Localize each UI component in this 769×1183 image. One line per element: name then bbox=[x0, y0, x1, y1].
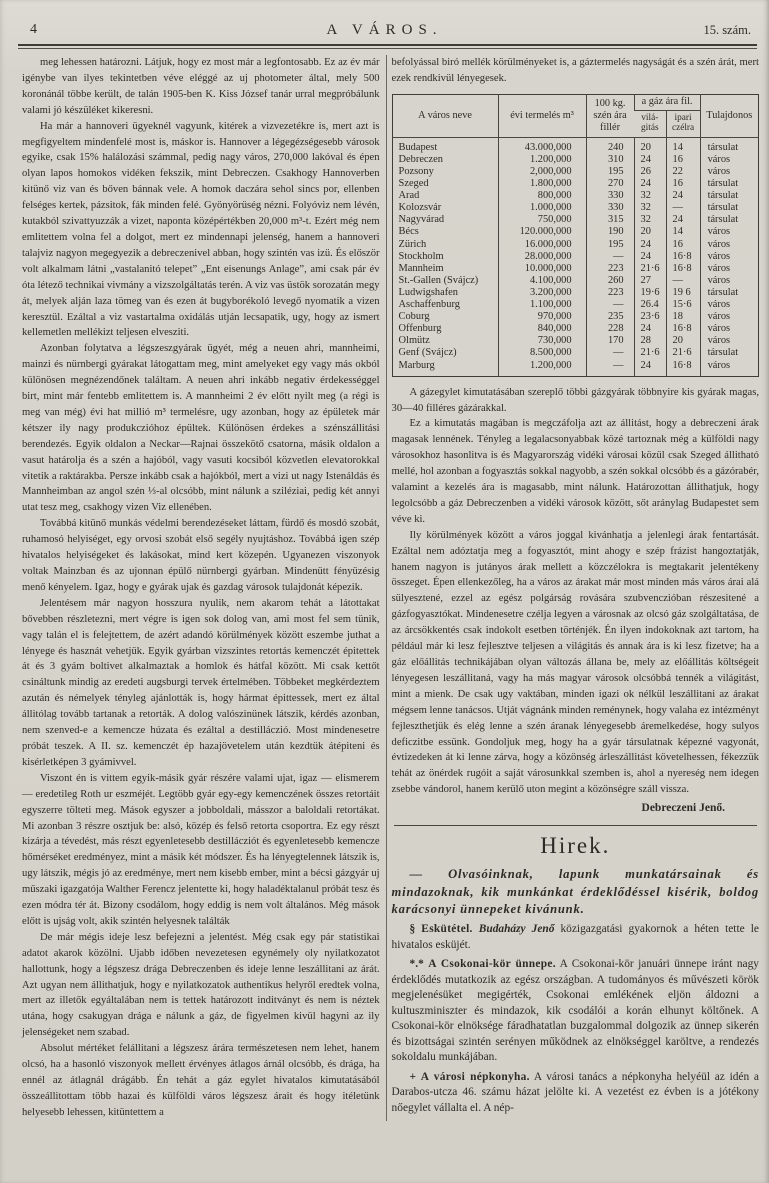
cell-owner: város bbox=[700, 251, 758, 263]
cell-annual-production: 120.000,000 bbox=[498, 226, 586, 238]
cell-coal-price: 315 bbox=[586, 214, 634, 226]
cell-owner: társulat bbox=[700, 214, 758, 226]
cell-gas-price-industrial: 16 bbox=[666, 239, 700, 251]
gas-price-table-row bbox=[392, 226, 758, 238]
news-item-title: Eskütétel. bbox=[421, 923, 473, 936]
cell-coal-price: 223 bbox=[586, 263, 634, 275]
column-header-city: A város neve bbox=[392, 94, 498, 137]
cell-gas-price-industrial: 20 bbox=[666, 335, 700, 347]
cell-owner: város bbox=[700, 226, 758, 238]
cell-annual-production: 2,000,000 bbox=[498, 166, 586, 178]
cell-annual-production: 840,000 bbox=[498, 323, 586, 335]
gas-price-table-row bbox=[392, 251, 758, 263]
gas-price-table-row bbox=[392, 323, 758, 335]
news-item-title: A Csokonai-kör ünnepe. bbox=[428, 958, 556, 971]
news-item-text: közigazgatási gyakornok a héten tette le hivatalos esküjét. bbox=[391, 923, 759, 951]
column-header-owner: Tulajdonos bbox=[700, 94, 758, 137]
gas-price-table-row bbox=[392, 360, 758, 377]
article-paragraph: befolyással biró mellék körülményeket is, a gáztermelés nagyságát és a szén árát, mert ezek rendkivül lényegesek. bbox=[391, 57, 759, 84]
cell-gas-price-lighting: 20 bbox=[634, 226, 666, 238]
cell-gas-price-lighting: 24 bbox=[634, 154, 666, 166]
column-divider bbox=[386, 55, 387, 1121]
cell-coal-price: 330 bbox=[586, 190, 634, 202]
author-signature: Debreczeni Jenő. bbox=[641, 802, 725, 815]
cell-coal-price: — bbox=[586, 299, 634, 311]
cell-gas-price-industrial: 16·8 bbox=[666, 323, 700, 335]
cell-city-name: Nagyvárad bbox=[398, 214, 445, 226]
cell-gas-price-lighting: 28 bbox=[634, 335, 666, 347]
news-item-marker: + bbox=[409, 1070, 417, 1083]
column-header-coal-price: 100 kg. szén ára fillér bbox=[586, 94, 634, 137]
column-header-gas-price-group: a gáz ára fil. bbox=[634, 94, 700, 110]
cell-city-name: Budapest bbox=[398, 141, 438, 153]
cell-gas-price-industrial: 22 bbox=[666, 166, 700, 178]
cell-gas-price-industrial: 16·8 bbox=[666, 251, 700, 263]
cell-coal-price: — bbox=[586, 347, 634, 359]
cell-gas-price-lighting: 21·6 bbox=[634, 263, 666, 275]
cell-city-name: Olmütz bbox=[398, 335, 430, 347]
issue-number: 15. szám. bbox=[703, 23, 751, 37]
cell-city-name: Genf (Svájcz) bbox=[398, 347, 457, 359]
cell-annual-production: 10.000,000 bbox=[498, 263, 586, 275]
cell-gas-price-lighting: 26.4 bbox=[634, 299, 666, 311]
cell-coal-price: 195 bbox=[586, 239, 634, 251]
cell-city-name: Offenburg bbox=[398, 323, 442, 335]
column-header-gas-lighting: vilá- gitás bbox=[634, 110, 666, 137]
news-item-marker: § bbox=[409, 923, 416, 936]
section-divider-rule bbox=[394, 825, 757, 826]
holiday-announcement: — Olvasóinknak, lapunk munkatársainak és mindazoknak, kik munkánkat érdeklődéssel kisérik, boldog karácsonyi ünnepeket kivánunk. bbox=[391, 867, 759, 916]
cell-gas-price-industrial: 16·8 bbox=[666, 360, 700, 377]
left-column bbox=[22, 55, 380, 1121]
cell-owner: város bbox=[700, 335, 758, 347]
cell-gas-price-industrial: 16 bbox=[666, 178, 700, 190]
cell-gas-price-industrial: 21·6 bbox=[666, 347, 700, 359]
cell-city-name: Marburg bbox=[398, 359, 435, 371]
cell-annual-production: 28.000,000 bbox=[498, 251, 586, 263]
cell-gas-price-lighting: 20 bbox=[634, 137, 666, 154]
cell-gas-price-lighting: 23·6 bbox=[634, 311, 666, 323]
masthead bbox=[0, 0, 769, 44]
cell-gas-price-industrial: — bbox=[666, 202, 700, 214]
cell-owner: város bbox=[700, 239, 758, 251]
cell-coal-price: 330 bbox=[586, 202, 634, 214]
gas-price-table-row bbox=[392, 275, 758, 287]
cell-coal-price: 228 bbox=[586, 323, 634, 335]
gas-price-table-row bbox=[392, 214, 758, 226]
cell-gas-price-lighting: 24 bbox=[634, 239, 666, 251]
cell-gas-price-lighting: 24 bbox=[634, 251, 666, 263]
cell-coal-price: 190 bbox=[586, 226, 634, 238]
newspaper-title: A VÁROS. bbox=[326, 22, 443, 38]
gas-price-table-row bbox=[392, 154, 758, 166]
cell-gas-price-lighting: 32 bbox=[634, 214, 666, 226]
cell-coal-price: 195 bbox=[586, 166, 634, 178]
cell-owner: társulat bbox=[700, 347, 758, 359]
gas-price-table-row bbox=[392, 239, 758, 251]
cell-owner: város bbox=[700, 299, 758, 311]
cell-annual-production: 1.200,000 bbox=[498, 360, 586, 377]
gas-price-table-row bbox=[392, 347, 758, 359]
gas-price-table-row bbox=[392, 287, 758, 299]
article-paragraph: Viszont én is vittem egyik-másik gyár részére valami ujat, igaz — elismerem — eredetileg Roth ur eszméjét. Legtöbb gyár egy-egy kemenczének összes retortáit egyszerre tölteti meg. Mások egyszer a jobboldali, másszor a baloldali retortákat. Mi azonban 3 részre osztjuk be: alsó, közép és felső retorta csoportra. Ez egy részt kizárja a tévedést, más részt egyenletesebb destillácziót és egyenletesebb kemencze hőmérséket eredményez, mint a másik két módszer. És ha lényegtelennek látszik is, ugy látszik, mégis jó az eredménye, mert nem kisebb ember, mint a bécsi gázgyár uj műszaki igazgatója Walther Ferencz jelentette ki, hogy haladéktalanul próbát tesz és ezen módra tér át. Bizony csodálom, hogy eddig is nem volt általános. Még mások előtt is ujság volt, akik szintén helyesnek találták bbox=[22, 772, 380, 927]
gas-price-table-row bbox=[392, 178, 758, 190]
cell-annual-production: 1.200,000 bbox=[498, 154, 586, 166]
cell-annual-production: 3.200,000 bbox=[498, 287, 586, 299]
cell-gas-price-industrial: 16·8 bbox=[666, 263, 700, 275]
cell-owner: város bbox=[700, 154, 758, 166]
cell-gas-price-industrial: 15·6 bbox=[666, 299, 700, 311]
cell-annual-production: 970,000 bbox=[498, 311, 586, 323]
cell-gas-price-lighting: 27 bbox=[634, 275, 666, 287]
news-item bbox=[392, 957, 759, 1066]
cell-coal-price: 260 bbox=[586, 275, 634, 287]
cell-owner: város bbox=[700, 360, 758, 377]
column-header-gas-industrial: ipari czélra bbox=[666, 110, 700, 137]
cell-gas-price-industrial: 14 bbox=[666, 137, 700, 154]
gas-price-table-row bbox=[392, 190, 758, 202]
cell-city-name: Debreczen bbox=[398, 153, 443, 165]
news-section-heading: Hirek. bbox=[540, 833, 611, 859]
cell-city-name: Stockholm bbox=[398, 250, 444, 262]
article-paragraph: De már mégis ideje lesz befejezni a jelentést. Még csak egy pár statistikai adatot akarok közölni. Ujabb időben nevezetesen egynémely oly nyilatkozatot hallottunk, hogy a légszesz drága Debreczenben és ideje lenne leszállitani az árát. Azt ugyan nem állithatjuk, hogy e nyilatkozatok authentikus helyről eredtek volna, mert az illetők egyáltalában nem is tettek határozott inditványt és nem is néztek utána, hogy csakugyan drága e nálunk a gáz, de figyelmen kivül hagyni az ily jelenségeket nem szabad. bbox=[22, 931, 380, 1039]
cell-annual-production: 750,000 bbox=[498, 214, 586, 226]
cell-owner: társulat bbox=[700, 202, 758, 214]
article-paragraph: Jelentésem már nagyon hosszura nyulik, nem akarom tehát a látottakat bővebben részletezni, mert végre is igen sok dolog van, ami most fel sem tünik, vagy talán el is felejtettem, de azért adandó körülmények között eszembe juthat a lényege és hasznát vehetjük. Egyik gyárban vizszintes retortás kemenczét épitettek át és 3 gyám boltivet alkalmaztak a homlok és hátfal között. Mi csak kettőt csináltunk mindig az eredeti augsburgi tervek értelmében. Többeket megkérdeztem azután és némelyek tényleg ajánlották is, hogy hármat épittessek, mert ez által állitólag tovább tartanak a retorták. A dolog valószinünek látszik, kérdés azonban, nem szenved-e a kemencze húzata és ezáltal a destilláczió. Most mindenesetre próbát teszek. A II. sz. kemenczét ép hazajövetelem után kezdtük átépiteni és kisérletképen 3 gyámivvel. bbox=[22, 597, 380, 768]
cell-owner: város bbox=[700, 275, 758, 287]
cell-gas-price-industrial: — bbox=[666, 275, 700, 287]
gas-price-table bbox=[392, 94, 759, 377]
page-number: 4 bbox=[30, 22, 37, 37]
cell-gas-price-industrial: 18 bbox=[666, 311, 700, 323]
article-paragraph: A gázegylet kimutatásában szereplő többi gázgyárak többnyire kis gyárak magas, 30—40 filléres gázárakkal. bbox=[391, 386, 759, 414]
cell-owner: város bbox=[700, 323, 758, 335]
cell-city-name: Arad bbox=[398, 190, 420, 202]
cell-city-name: St.-Gallen (Svájcz) bbox=[398, 274, 479, 286]
gas-price-table-row bbox=[392, 166, 758, 178]
gas-price-table-row bbox=[392, 202, 758, 214]
cell-annual-production: 1.800,000 bbox=[498, 178, 586, 190]
article-paragraph: Továbbá kitünő munkás védelmi berendezéseket láttam, fürdő és mosdó szobát, ruhamosó helyiséget, egy orvosi szobát első segély nyujtáshoz. Továbbá igen szép hivatalos helyiségeket és lakásokat, mind kert közepén. Ugyanezen viszonyok voltak Mainzban és az ujonnan épülő nürnbergi gyárban. Mindenütt fényüzésig menő kényelem. Igaz, hogy e gyárak ujak és gazdag városok tulajdonát képezik. bbox=[22, 518, 380, 593]
news-item bbox=[392, 1070, 759, 1117]
article-paragraph: Ily körülmények között a város joggal kivánhatja a jelenlegi árak fentartását. Ezáltal nem adóztatja meg a fogyasztót, mint ahogy e szép frázist hangoztatják, hanem nagyon is jutányos árak mellett a közczélokra is megtakarit jelentékeny összeget. Épen ellenkezőleg, ha a város az árakat már most minden más város árai alá sülyesztené, ezzel az egész polgárság rovására szubvenczióban részesitené a gázfogyasztókat. Mindenesetre czélja legyen a városnak az olcsó gáz szolgáltatása, de az árcsökkentés csak indokolt esetben történjék. Én ilyen indokoknak azt tartom, ha például már ki lesz fejlesztve teljesen a világitás és annak ára is ki lesz fizetve; ha a gáz előállitás technikájában olyan változás állana be, mely az előállitás költségeit lényegesen leszállitaná, vagy ha más magyar városok olcsóbbá tennék a világitást, mint a mienk. De csak ugy vaktában, minden igazi ok nélkül leszállitani az árakat mégsem lenne tanácsos. Utját vágnánk minden reménynek, hogy valaha ez intézményt fejleszthetjük és elég lenne a szén áranak lényegesebb áremelkedése, hogy sulyos deficzitbe essünk. Gondoljuk meg, hogy ha a gyár társulatnak képezné vagyonát, évtizedeken át ki lenne zárva, hogy a közönség árleszállitást követelhessen, fékezzük tehát az önérdek rugóit a saját városunkkal szemben is, ahol a nyereség nem idegen zsebbe vándorol, hanem kerülő uton megint a közönségre száll vissza. bbox=[391, 529, 759, 796]
gas-price-table-row bbox=[392, 335, 758, 347]
news-item-person-name: Budaházy Jenő bbox=[478, 923, 555, 936]
cell-owner: város bbox=[700, 311, 758, 323]
gas-price-table-row bbox=[392, 137, 758, 154]
cell-coal-price: 170 bbox=[586, 335, 634, 347]
cell-annual-production: 8.500,000 bbox=[498, 347, 586, 359]
cell-coal-price: — bbox=[586, 360, 634, 377]
cell-coal-price: 270 bbox=[586, 178, 634, 190]
cell-annual-production: 800,000 bbox=[498, 190, 586, 202]
news-item-text: A városi tanács a népkonyha helyéül az idén a Darabos-utcza 46. számu házat jelölte ki. A vezetést ez évben is a jótékony nőegylet vállalta el. A nép- bbox=[391, 1070, 759, 1114]
cell-annual-production: 4.100,000 bbox=[498, 275, 586, 287]
news-item-text: A Csokonai-kör januári ünnepe iránt nagy érdeklődés mutatkozik az egész országban. A tudományos és művészeti körök megjelenésüket megigérték, Csokonai emlékének eljön áldozni a kultuszminiszter és mindazok, kik csodálói a korán elhunyt költőnek. A Csokonai-kör elnöksége fáradhatatlan buzgalommal dolgozik az ünnep sikerén és bizottságai szintén serényen működnek az elnökséggel karöltve, a rendezés sokoldalu munkájában. bbox=[391, 958, 759, 1064]
right-column bbox=[392, 55, 759, 1121]
cell-coal-price: 240 bbox=[586, 137, 634, 154]
cell-city-name: Ludwigshafen bbox=[398, 286, 458, 298]
cell-annual-production: 43.000,000 bbox=[498, 137, 586, 154]
cell-owner: társulat bbox=[700, 287, 758, 299]
article-columns bbox=[0, 49, 769, 1121]
column-header-production: évi termelés m³ bbox=[498, 94, 586, 137]
cell-coal-price: 310 bbox=[586, 154, 634, 166]
cell-city-name: Coburg bbox=[398, 311, 430, 323]
cell-owner: város bbox=[700, 166, 758, 178]
cell-gas-price-industrial: 14 bbox=[666, 226, 700, 238]
cell-owner: társulat bbox=[700, 137, 758, 154]
news-item-marker: *.* bbox=[409, 958, 424, 971]
cell-gas-price-lighting: 24 bbox=[634, 323, 666, 335]
cell-gas-price-lighting: 21·6 bbox=[634, 347, 666, 359]
cell-city-name: Mannheim bbox=[398, 262, 444, 274]
cell-owner: társulat bbox=[700, 190, 758, 202]
cell-city-name: Bécs bbox=[398, 226, 419, 238]
cell-city-name: Kolozsvár bbox=[398, 202, 442, 214]
cell-annual-production: 16.000,000 bbox=[498, 239, 586, 251]
cell-coal-price: — bbox=[586, 251, 634, 263]
cell-gas-price-industrial: 19 6 bbox=[666, 287, 700, 299]
cell-gas-price-lighting: 26 bbox=[634, 166, 666, 178]
article-paragraph: Ez a kimutatás magában is megczáfolja azt az állitást, hogy a debreczeni árak magasak lennének. Tényleg a legalacsonyabbak közé tartoznak még a külföldi nagy városokhoz hasonlitva is és Magyarország vidéki városai közül csak Szeged állitható mellé, hol azonban a fogyasztás sokkal nagyobb, a szén sokkal olcsóbb és a gázórabér, valamint a kezelés ára is magasabb, mint nálunk. Határozottan állithatjuk, hogy legolcsóbb a gáz Debreczenben a vidéki városok között, sőt aránylag Budapestet sem véve ki. bbox=[391, 418, 759, 525]
news-item-title: A városi népkonyha. bbox=[420, 1070, 530, 1083]
cell-owner: város bbox=[700, 263, 758, 275]
cell-annual-production: 1.000,000 bbox=[498, 202, 586, 214]
gas-price-table-row bbox=[392, 299, 758, 311]
cell-city-name: Szeged bbox=[398, 178, 429, 190]
cell-coal-price: 235 bbox=[586, 311, 634, 323]
cell-gas-price-lighting: 32 bbox=[634, 202, 666, 214]
cell-gas-price-lighting: 24 bbox=[634, 178, 666, 190]
cell-gas-price-lighting: 24 bbox=[634, 360, 666, 377]
gas-price-table-header bbox=[392, 94, 758, 137]
cell-annual-production: 1.100,000 bbox=[498, 299, 586, 311]
cell-annual-production: 730,000 bbox=[498, 335, 586, 347]
article-paragraph: Azonban folytatva a légszeszgyárak ügyét, még a neuen ahri, mannheimi, mainzi és nürnbergi gyárakat látogattam meg, mint amelyeket egy vagy más okból különösen megnézendőnek találtam. A neuen ahri inkább negativ érdekességgel birt, mint már fentebb emlitettem is. A mannheimi 2 év előtt nyilt meg (a régi is meg van még) évi hat millió m³ termelésre, ugy azonban, hogy az épületek már kétszer ily nagy produkczióhoz épültek. Különösen érdekes a szénszállitási berendezés. Egyik oldalon a Neckar—Rajnai összekötő csatorna, másik oldalon a vasut határolja és a szén a hajóból, vagy vasuti kocsiból közvetlen elevatorokkal vitetik a raktárakba. Persze inkább csak a hajókból, mert a vizi ut nagy Istenáldás és Mannheimban az angol szén ⅓-al olcsóbb, mint nálunk a sziléziai, pedig két annyi utat tesz meg, csakhogy vizen Viz ellenében. bbox=[22, 343, 380, 514]
cell-city-name: Aschaffenburg bbox=[398, 299, 460, 311]
cell-gas-price-industrial: 24 bbox=[666, 190, 700, 202]
cell-city-name: Zürich bbox=[398, 238, 427, 250]
news-item bbox=[392, 922, 759, 953]
cell-gas-price-industrial: 16 bbox=[666, 154, 700, 166]
cell-gas-price-lighting: 32 bbox=[634, 190, 666, 202]
article-paragraph: Absolut mértéket felállitani a légszesz árára természetesen nem lehet, hanem olcsó, ha a hasonló viszonyok mellett érvényes átlagos árnál olcsóbb, és drága, ha ennél az átlagnál drágább. Én tehát a gáz egylet hivatalos kimutatásából összeállitottam több hazai és külföldi város légszesz árait és hogy itéletünk helyesebb lehessen, kitüntettem a bbox=[22, 1043, 380, 1118]
gas-price-table-row bbox=[392, 263, 758, 275]
gas-price-table-row bbox=[392, 311, 758, 323]
cell-gas-price-industrial: 24 bbox=[666, 214, 700, 226]
article-paragraph: meg lehessen határozni. Látjuk, hogy ez most már a legfontosabb. Ez az év már igénybe van ilyes tekintetben véve eléggé az uj photometer által, mely 500 koronánál többe került, de talán 1905-ben K. Kiss József tanár urral megpróbálunk valami jó készüléket kikeresni. bbox=[22, 57, 380, 116]
cell-coal-price: 223 bbox=[586, 287, 634, 299]
cell-gas-price-lighting: 19·6 bbox=[634, 287, 666, 299]
cell-city-name: Pozsony bbox=[398, 166, 434, 177]
article-paragraph: Ha már a hannoveri ügyeknél vagyunk, kitérek a vizvezetékre is, mert azt is megfigyeltem mindenfelé most is, máskor is. Hannover a légegézségesebb városok egyike, csak 15% halálozási számmal, pedig nagy város, 270,000 lakóval és épen olyan lapos homokos vidéken fekszik, mint Debreczen. Csakhogy Hannoverben kitünő viz van és bőven bánnak vele. A homok daczára sehol sincs por, ellenben felséges kertek, pázsitok, fák minden felé. Gyönyörüség nézni. Folyóviz nem lévén, kutakból szivattyuzzák a vizet, naponta középértékben 20,000 m³-t. Ezért még nem emlitettem volna fel a dolgot, mert ez mindennapi jelenség, hanem a hannoveri talajviz nagyon megegyezik a debreczenivel abban, hogy szintén vas izü. És először volt alkalmam látni „vastalanitó telepet” „Ent eisenungs Anlage”, ami csak pár év óta létező technikai vivmány a vizszolgáltatás terén. A viz vas üstök sorozatán megy át, melyek alján laza tömeg van és ezen át bugyborékoló levegő nyomatik a vizen keresztül. Ezáltal a viz vastartalma oxidálás utján lecsapatik, ugy, hogy az ismert kellemetlen mellékizt teljesen elvesziti. bbox=[22, 120, 380, 339]
cell-owner: társulat bbox=[700, 178, 758, 190]
